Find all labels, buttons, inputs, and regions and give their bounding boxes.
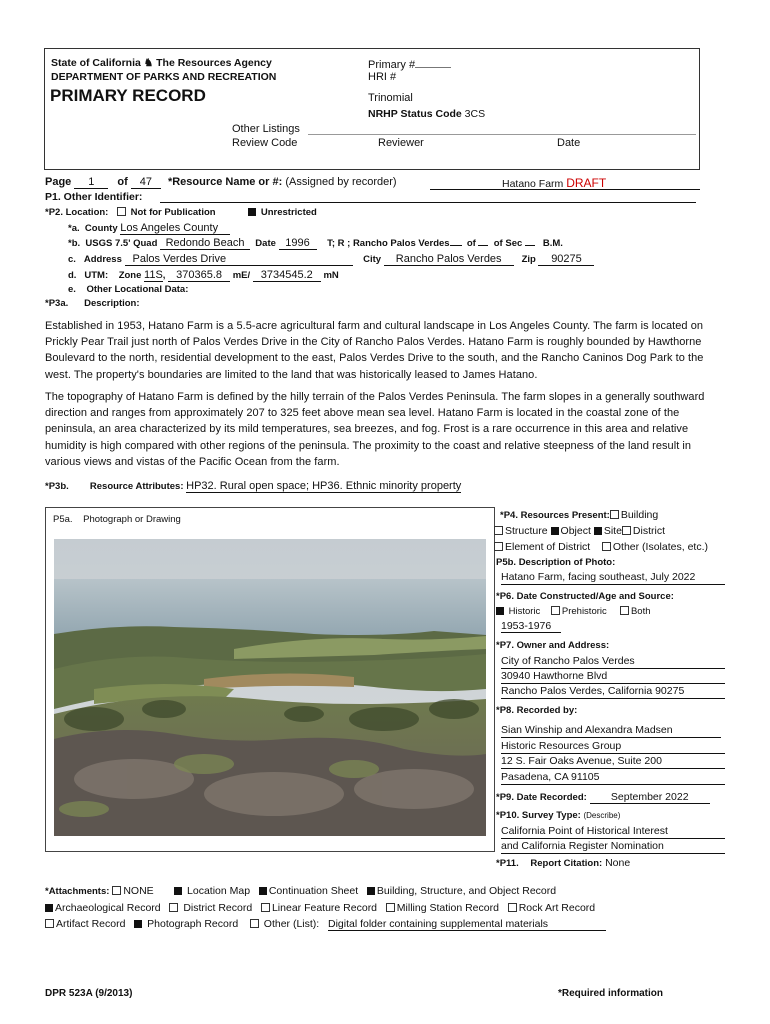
other-listings-line [308, 134, 696, 135]
p10-label: *P10. Survey Type: (Describe) [496, 810, 621, 821]
building-checkbox[interactable] [610, 510, 619, 519]
p7-label: *P7. Owner and Address: [496, 640, 610, 651]
site-checkbox[interactable] [594, 527, 602, 535]
other-list-value: Digital folder containing supplemental materials [328, 918, 606, 931]
nrhp-status: NRHP Status Code 3CS [368, 108, 486, 120]
owner-line-3: Rancho Palos Verdes, California 90275 [501, 685, 725, 699]
form-number: DPR 523A (9/2013) [45, 988, 133, 999]
zone-value: 11S [144, 269, 163, 281]
artifact-checkbox[interactable] [45, 919, 54, 928]
p5a-label: P5a. Photograph or Drawing [53, 514, 181, 525]
p2b-usgs: *b. USGS 7.5' Quad Redondo Beach Date 1996 T; R ; Rancho Palos Verdes of of Sec B.M. [68, 237, 563, 249]
p4-row2: Structure Object Site District [494, 525, 665, 537]
state-label: State of California [51, 57, 141, 69]
quad-date: 1996 [279, 237, 317, 250]
p3a-label: *P3a. Description: [45, 298, 140, 309]
description-paragraph-2: The topography of Hatano Farm is defined by the hilly terrain of the Palos Verdes Peninsula. The farm slopes in a generally southward direction and ranges from approximately 207 to 325 feet above mean sea level. Hatano Farm is located in the coastal zone of the peninsula, an area characterized by its mild temperatures, sea breezes, and fog. Frost is a rare occurrence in this area and relative humidity is high compared with other regions of the peninsula. The proximity to the coast and relative steepness of the land result in various views and vistas of the Pacific Ocean from the farm. [45, 391, 705, 468]
p1-line [160, 202, 696, 203]
draft-stamp: DRAFT [566, 176, 607, 190]
date-label: Date [557, 137, 581, 149]
hri-label: HRI # [368, 71, 397, 83]
page-line: Page 1 of 47 *Resource Name or #: (Assigned by recorder) [45, 176, 397, 188]
object-checkbox[interactable] [551, 527, 559, 535]
page-title: PRIMARY RECORD [50, 86, 206, 105]
p11-row: *P11. Report Citation: None [496, 857, 631, 869]
structure-checkbox[interactable] [494, 526, 503, 535]
description-paragraph-1: Established in 1953, Hatano Farm is a 5.5-acre agricultural farm and cultural landscape in Los Angeles County. The farm is located on Prickly Pear Trail just north of Palos Verdes Drive in the City of Rancho Palos Verdes. Hatano Farm is roughly bounded by Hawthorne Boulevard to the north, residential development to the east, Palos Verdes Drive to the south, and the Rancho Caninos Dog Park to the west. The property's boundaries are limited to the land that was historically leased to James Hatano. [45, 320, 704, 381]
p2-label: *P2. Location: Not for Publication Unrestricted [45, 207, 317, 218]
zip-value: 90275 [538, 253, 594, 266]
other-listings-label: Other Listings [232, 123, 300, 135]
p4-resources: *P4. Resources Present: Building [500, 509, 659, 521]
owner-line-2: 30940 Hawthorne Blvd [501, 670, 725, 684]
location-map-checkbox[interactable] [174, 887, 182, 895]
historic-checkbox[interactable] [496, 607, 504, 615]
easting-value: 370365.8 [168, 269, 230, 282]
northing-value: 3734545.2 [253, 269, 321, 282]
agency-line [51, 57, 272, 69]
trinomial-label: Trinomial [368, 92, 413, 104]
continuation-checkbox[interactable] [259, 887, 267, 895]
resource-name-field [430, 176, 700, 190]
page-total: 47 [131, 176, 161, 189]
p1-label: P1. Other Identifier: [45, 191, 143, 203]
survey-line-2: and California Register Nomination [501, 840, 725, 854]
recorder-line-1: Sian Winship and Alexandra Madsen [501, 724, 721, 738]
district-record-checkbox[interactable] [169, 903, 178, 912]
page-number: 1 [74, 176, 108, 189]
prehistoric-checkbox[interactable] [551, 606, 560, 615]
bear-icon: ♞ [143, 57, 154, 69]
photograph-checkbox[interactable] [134, 920, 142, 928]
attachments-row-1: *Attachments: NONE Location Map Continuation Sheet Building, Structure, and Object Record [45, 885, 557, 897]
p2c-address: c. Address Palos Verdes Drive City Rancho Palos Verdes Zip 90275 [68, 253, 594, 266]
bso-checkbox[interactable] [367, 887, 375, 895]
none-checkbox[interactable] [112, 886, 121, 895]
p6-label: *P6. Date Constructed/Age and Source: [496, 591, 674, 602]
district-checkbox[interactable] [622, 526, 631, 535]
p2e-other: e. Other Locational Data: [68, 284, 189, 295]
landscape-illustration [54, 539, 486, 836]
photo-box [45, 507, 495, 852]
address-value: Palos Verdes Drive [125, 253, 353, 266]
attachments-row-2: Archaeological Record District Record Linear Feature Record Milling Station Record Rock Art Record [45, 902, 595, 914]
other-list-checkbox[interactable] [250, 919, 259, 928]
rock-art-checkbox[interactable] [508, 903, 517, 912]
attachments-row-3: Artifact Record Photograph Record Other (List): Digital folder containing supplemental materials [45, 918, 606, 931]
p5b-label: P5b. Description of Photo: [496, 557, 616, 568]
not-pub-checkbox[interactable] [117, 207, 126, 216]
unrestricted-checkbox[interactable] [248, 208, 256, 216]
p2d-utm: d. UTM: Zone 11S, 370365.8 mE/ 3734545.2 mN [68, 269, 339, 281]
county-value: Los Angeles County [120, 222, 230, 235]
p6-options: Historic Prehistoric Both [496, 606, 651, 617]
milling-checkbox[interactable] [386, 903, 395, 912]
agency-label: The Resources Agency [156, 57, 272, 69]
recorder-line-2: Historic Resources Group [501, 740, 725, 754]
photo-description-value: Hatano Farm, facing southeast, July 2022 [501, 571, 725, 585]
date-constructed-value: 1953-1976 [501, 620, 561, 633]
farm-photo [54, 539, 486, 836]
p3b-label: *P3b. Resource Attributes: HP32. Rural open space; HP36. Ethnic minority property [45, 480, 462, 492]
other-checkbox[interactable] [602, 542, 611, 551]
recorder-line-4: Pasadena, CA 91105 [501, 771, 725, 785]
primary-label: Primary # [368, 57, 451, 71]
resource-name: Hatano Farm [502, 178, 564, 190]
reviewer-label: Reviewer [378, 137, 424, 149]
city-value: Rancho Palos Verdes [384, 253, 514, 266]
department-label: DEPARTMENT OF PARKS AND RECREATION [51, 71, 277, 83]
review-code-label: Review Code [232, 137, 298, 149]
owner-line-1: City of Rancho Palos Verdes [501, 655, 725, 669]
p8-label: *P8. Recorded by: [496, 705, 578, 716]
quad-value: Redondo Beach [160, 237, 250, 250]
p9-row: *P9. Date Recorded: September 2022 [496, 791, 710, 804]
recorder-line-3: 12 S. Fair Oaks Avenue, Suite 200 [501, 755, 725, 769]
element-checkbox[interactable] [494, 542, 503, 551]
both-checkbox[interactable] [620, 606, 629, 615]
p2a-county: *a. County Los Angeles County [68, 222, 230, 235]
required-note: *Required information [558, 988, 664, 999]
date-recorded-value: September 2022 [590, 791, 710, 804]
resource-attributes-value: HP32. Rural open space; HP36. Ethnic minority property [186, 480, 462, 492]
p4-row3: Element of District Other (Isolates, etc.) [494, 541, 708, 553]
linear-checkbox[interactable] [261, 903, 270, 912]
archaeological-checkbox[interactable] [45, 904, 53, 912]
survey-line-1: California Point of Historical Interest [501, 825, 725, 839]
